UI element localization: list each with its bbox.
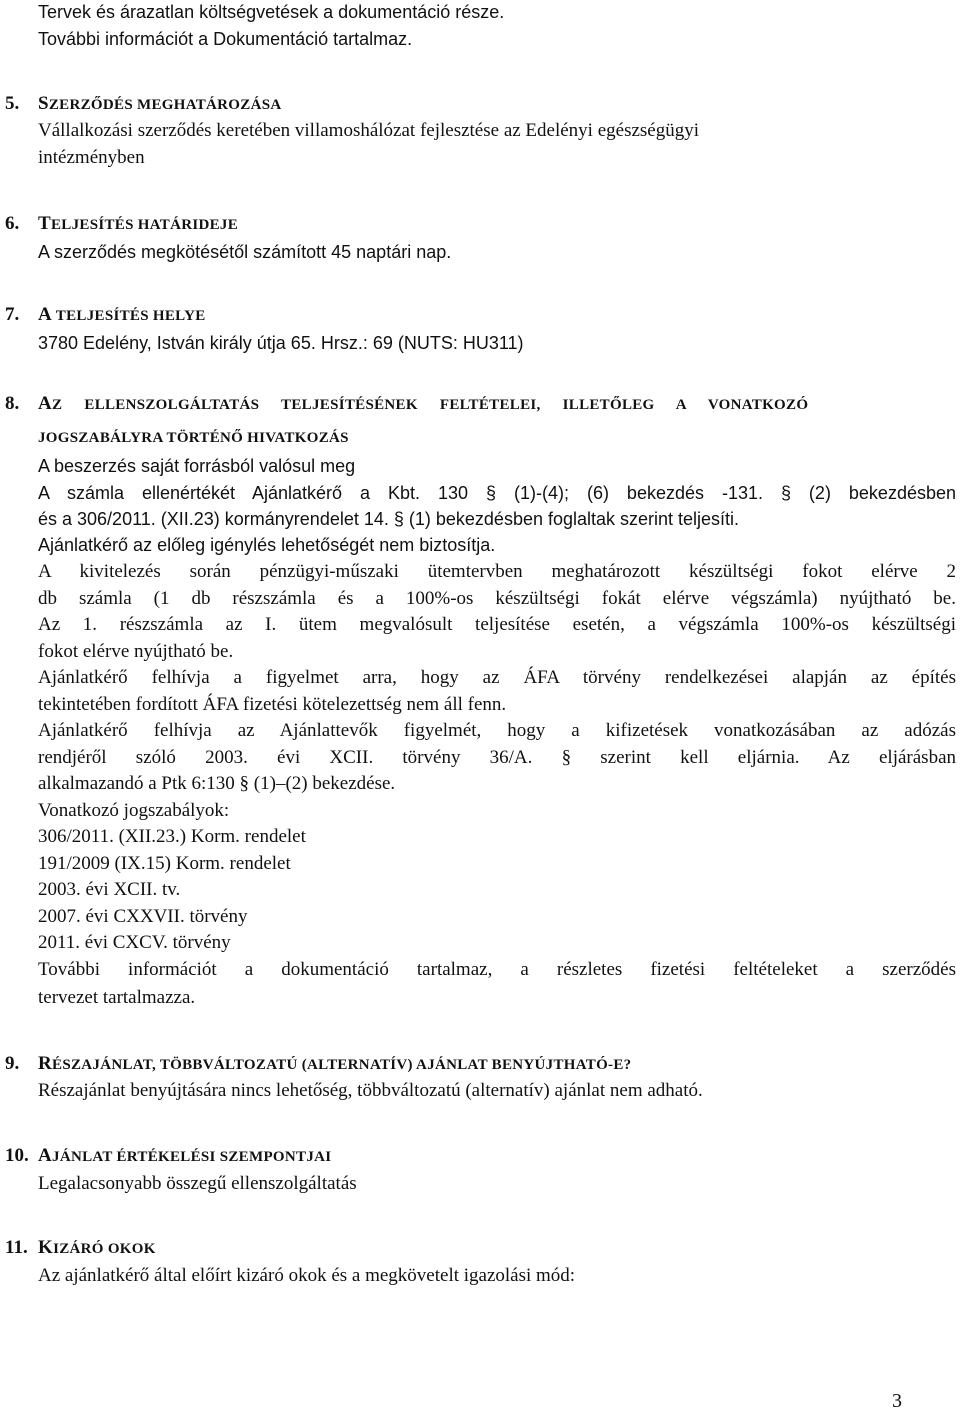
section-heading-11: 11. KIZÁRÓ OKOK [5,1237,156,1258]
section-number: 11. [5,1237,28,1258]
section-heading-8: 8. AZ ELLENSZOLGÁLTATÁS TELJESÍTÉSÉNEK FELTÉTELEI, ILLETŐLEG A VONATKOZÓ [5,393,809,414]
section-number: 8. [5,393,20,414]
section-number: 10. [5,1145,29,1166]
section-heading-8-line2: JOGSZABÁLYRA TÖRTÉNŐ HIVATKOZÁS [38,430,349,446]
intro-line: További információt a Dokumentáció tartalmaz. [38,29,413,49]
section-text: intézményben [38,147,145,168]
section-heading-9: 9. RÉSZAJÁNLAT, TÖBBVÁLTOZATÚ (ALTERNATÍV) AJÁNLAT BENYÚJTHATÓ-E? [5,1053,632,1074]
section-text: A számla ellenértékét Ajánlatkérő a Kbt. 130 § (1)-(4); (6) bekezdés -131. § (2) bekezdésben [38,483,956,503]
section-text: tekintetében fordított ÁFA fizetési kötelezettség nem áll fenn. [38,694,507,715]
section-text: Ajánlatkérő az előleg igénylés lehetőségét nem biztosítja. [38,535,496,555]
section-text: Legalacsonyabb összegű ellenszolgáltatás [38,1173,357,1194]
section-heading-7: 7. A TELJESÍTÉS HELYE [5,304,206,325]
section-text: A kivitelezés során pénzügyi-műszaki ütemtervben meghatározott készültségi fokot elérve 2 [38,561,956,582]
intro-line: Tervek és árazatlan költségvetések a dokumentáció része. [38,2,505,22]
section-text: Ajánlatkérő felhívja az Ajánlattevők figyelmét, hogy a kifizetések vonatkozásában az adózás [38,720,956,741]
section-text: fokot elérve nyújtható be. [38,641,234,662]
section-text: rendjéről szóló 2003. évi XCII. törvény 36/A. § szerint kell eljárnia. Az eljárásban [38,747,956,768]
section-heading-10: 10. AJÁNLAT ÉRTÉKELÉSI SZEMPONTJAI [5,1145,332,1166]
section-number: 5. [5,93,20,114]
section-text: tervezet tartalmazza. [38,987,196,1008]
section-number: 6. [5,213,20,234]
regulation-item: 2003. évi XCII. tv. [38,879,181,900]
section-text: További információt a dokumentáció tartalmaz, a részletes fizetési feltételeket a szerződés [38,959,956,980]
regulation-item: 2011. évi CXCV. törvény [38,932,231,953]
section-text: Az ajánlatkérő által előírt kizáró okok és a megkövetelt igazolási mód: [38,1265,576,1286]
section-text: A beszerzés saját forrásból valósul meg [38,456,356,476]
section-number: 9. [5,1053,20,1074]
section-text: 3780 Edelény, István király útja 65. Hrsz.: 69 (NUTS: HU311) [38,333,524,353]
section-text: Részajánlat benyújtására nincs lehetőség, többváltozatú (alternatív) ajánlat nem adható. [38,1080,703,1101]
section-text: alkalmazandó a Ptk 6:130 § (1)–(2) bekezdése. [38,773,396,794]
section-text: Vonatkozó jogszabályok: [38,800,230,821]
section-heading-6: 6. TELJESÍTÉS HATÁRIDEJE [5,213,239,234]
section-text: Az 1. részszámla az I. ütem megvalósult teljesítése esetén, a végszámla 100%-os készültségi [38,614,956,635]
section-text: és a 306/2011. (XII.23) kormányrendelet 14. § (1) bekezdésben foglaltak szerint teljesíti. [38,509,740,529]
regulation-item: 191/2009 (IX.15) Korm. rendelet [38,853,291,874]
section-text: Ajánlatkérő felhívja a figyelmet arra, hogy az ÁFA törvény rendelkezései alapján az építés [38,667,956,688]
section-heading-5: 5. SZERZŐDÉS MEGHATÁROZÁSA [5,93,282,114]
section-text: db számla (1 db részszámla és a 100%-os készültségi fokát elérve végszámla) nyújtható be. [38,588,956,609]
regulation-item: 306/2011. (XII.23.) Korm. rendelet [38,826,306,847]
section-text: A szerződés megkötésétől számított 45 naptári nap. [38,242,452,262]
regulation-item: 2007. évi CXXVII. törvény [38,906,248,927]
section-number: 7. [5,304,20,325]
section-text: Vállalkozási szerződés keretében villamoshálózat fejlesztése az Edelényi egészségügyi [38,120,700,141]
page-number: 3 [892,1390,902,1412]
